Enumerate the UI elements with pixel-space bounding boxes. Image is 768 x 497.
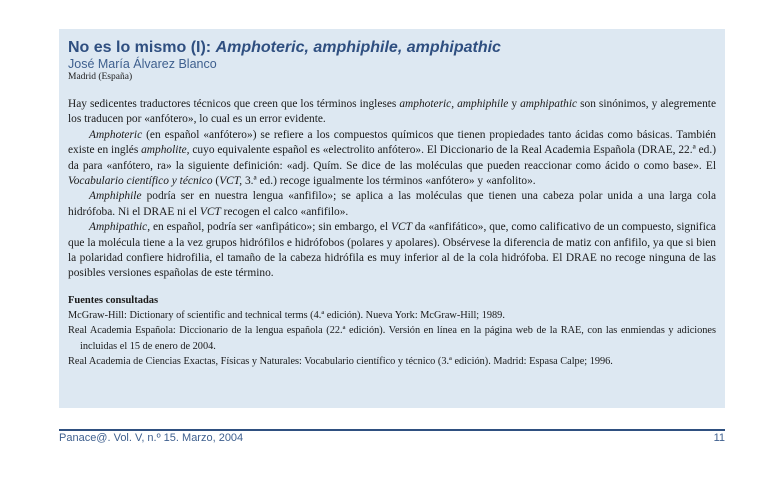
- title-italic: Amphoteric, amphiphile, amphipathic: [215, 39, 501, 56]
- reference-item: Real Academia de Ciencias Exactas, Físicas y Naturales: Vocabulario científico y técnico (3.ª edición). Madrid: Espasa Calpe; 1996.: [68, 356, 613, 368]
- title-plain: No es lo mismo (I):: [68, 39, 216, 56]
- p3-text-b: podría ser en nuestra lengua «anfifilo»; se aplica a las moléculas que tienen una cabeza polar unida a una larga cola hidrófoba. Ni el DRAE ni el: [68, 190, 716, 218]
- footer-rule: [59, 429, 725, 431]
- p2-term-g: VCT,: [219, 175, 243, 188]
- paragraph-4: [68, 220, 716, 282]
- sources-heading: Fuentes consultadas: [68, 294, 159, 306]
- p2-text-b: (en español «anfótero») se refiere a los compuestos químicos que tienen propiedades tanto ácidas como básicas. También existe en inglés: [68, 128, 716, 157]
- p1-text-c: y: [508, 98, 521, 110]
- author-location: Madrid (España): [68, 72, 133, 82]
- page-number: 11: [713, 432, 725, 444]
- p2-term-c: ampholite,: [141, 144, 190, 157]
- p1-text-e: son sinónimos, y alegremente los traducen por «anfótero», lo cual es un error evidente.: [68, 98, 717, 126]
- sources-section: [68, 293, 716, 369]
- p4-text-d: da «anfifático», que, como calificativo de un compuesto, significa que la molécula tiene a la vez grupos hidrófilos e hidrófobos (polares y apolares). Obsérvese la diferencia de matiz con anfifilo, ya que si bien la polaridad confiere hidrofilia, el tamaño de la cabeza hidrófila es muy inferior al de la cola hidrófoba. El DRAE no recoge ninguna de las posibles versiones españolas de este término.: [68, 221, 716, 280]
- p4-term-c: VCT: [391, 221, 412, 234]
- article-title: [68, 38, 716, 57]
- paragraph-1: [68, 97, 716, 128]
- p2-term-e: Vocabulario científico y técnico: [68, 175, 213, 188]
- page-footer: [59, 432, 725, 444]
- p1-term-d: amphipathic: [520, 98, 578, 110]
- p1-text-a: Hay sedicentes traductores técnicos que creen que los términos ingleses: [68, 98, 400, 110]
- p2-text-f: (: [212, 175, 220, 188]
- p3-text-d: recogen el calco «anfifilo».: [220, 205, 349, 218]
- p4-term-a: Amphipathic: [89, 221, 148, 234]
- p3-term-a: Amphiphile: [89, 190, 142, 203]
- paragraph-3: [68, 189, 716, 220]
- article-box: [59, 29, 725, 408]
- p2-text-d: cuyo equivalente español es «electrolito anfótero». El Diccionario de la Real Academia Española (DRAE, 22.ª ed.) da para «anfótero, ra» la siguiente definición: «adj. Quím. Se dice de las moléculas que pueden reaccionar como ácido o como base». El: [68, 144, 716, 172]
- p2-term-a: Amphoteric: [89, 128, 143, 141]
- article-body: [68, 97, 716, 282]
- reference-item: Real Academia Española: Diccionario de la lengua española (22.ª edición). Versión en línea en la página web de la RAE, con las enmiendas y adiciones incluidas el 15 de enero de 2004.: [68, 325, 716, 352]
- paragraph-2: [68, 128, 716, 190]
- journal-citation: Panace@. Vol. V, n.º 15. Marzo, 2004: [59, 432, 244, 444]
- p4-text-b: , en español, podría ser «anfipático»; sin embargo, el: [147, 221, 392, 234]
- p1-term-a: amphoteric, amphiphile: [399, 98, 509, 110]
- reference-item: McGraw-Hill: Dictionary of scientific and technical terms (4.ª edición). Nueva York: McGraw-Hill; 1989.: [68, 310, 505, 322]
- p2-text-h: 3.ª ed.) recoge igualmente los términos «anfótero» y «anfolito».: [242, 175, 536, 188]
- p3-term-c: VCT: [199, 205, 221, 218]
- author-name: José María Álvarez Blanco: [68, 57, 217, 71]
